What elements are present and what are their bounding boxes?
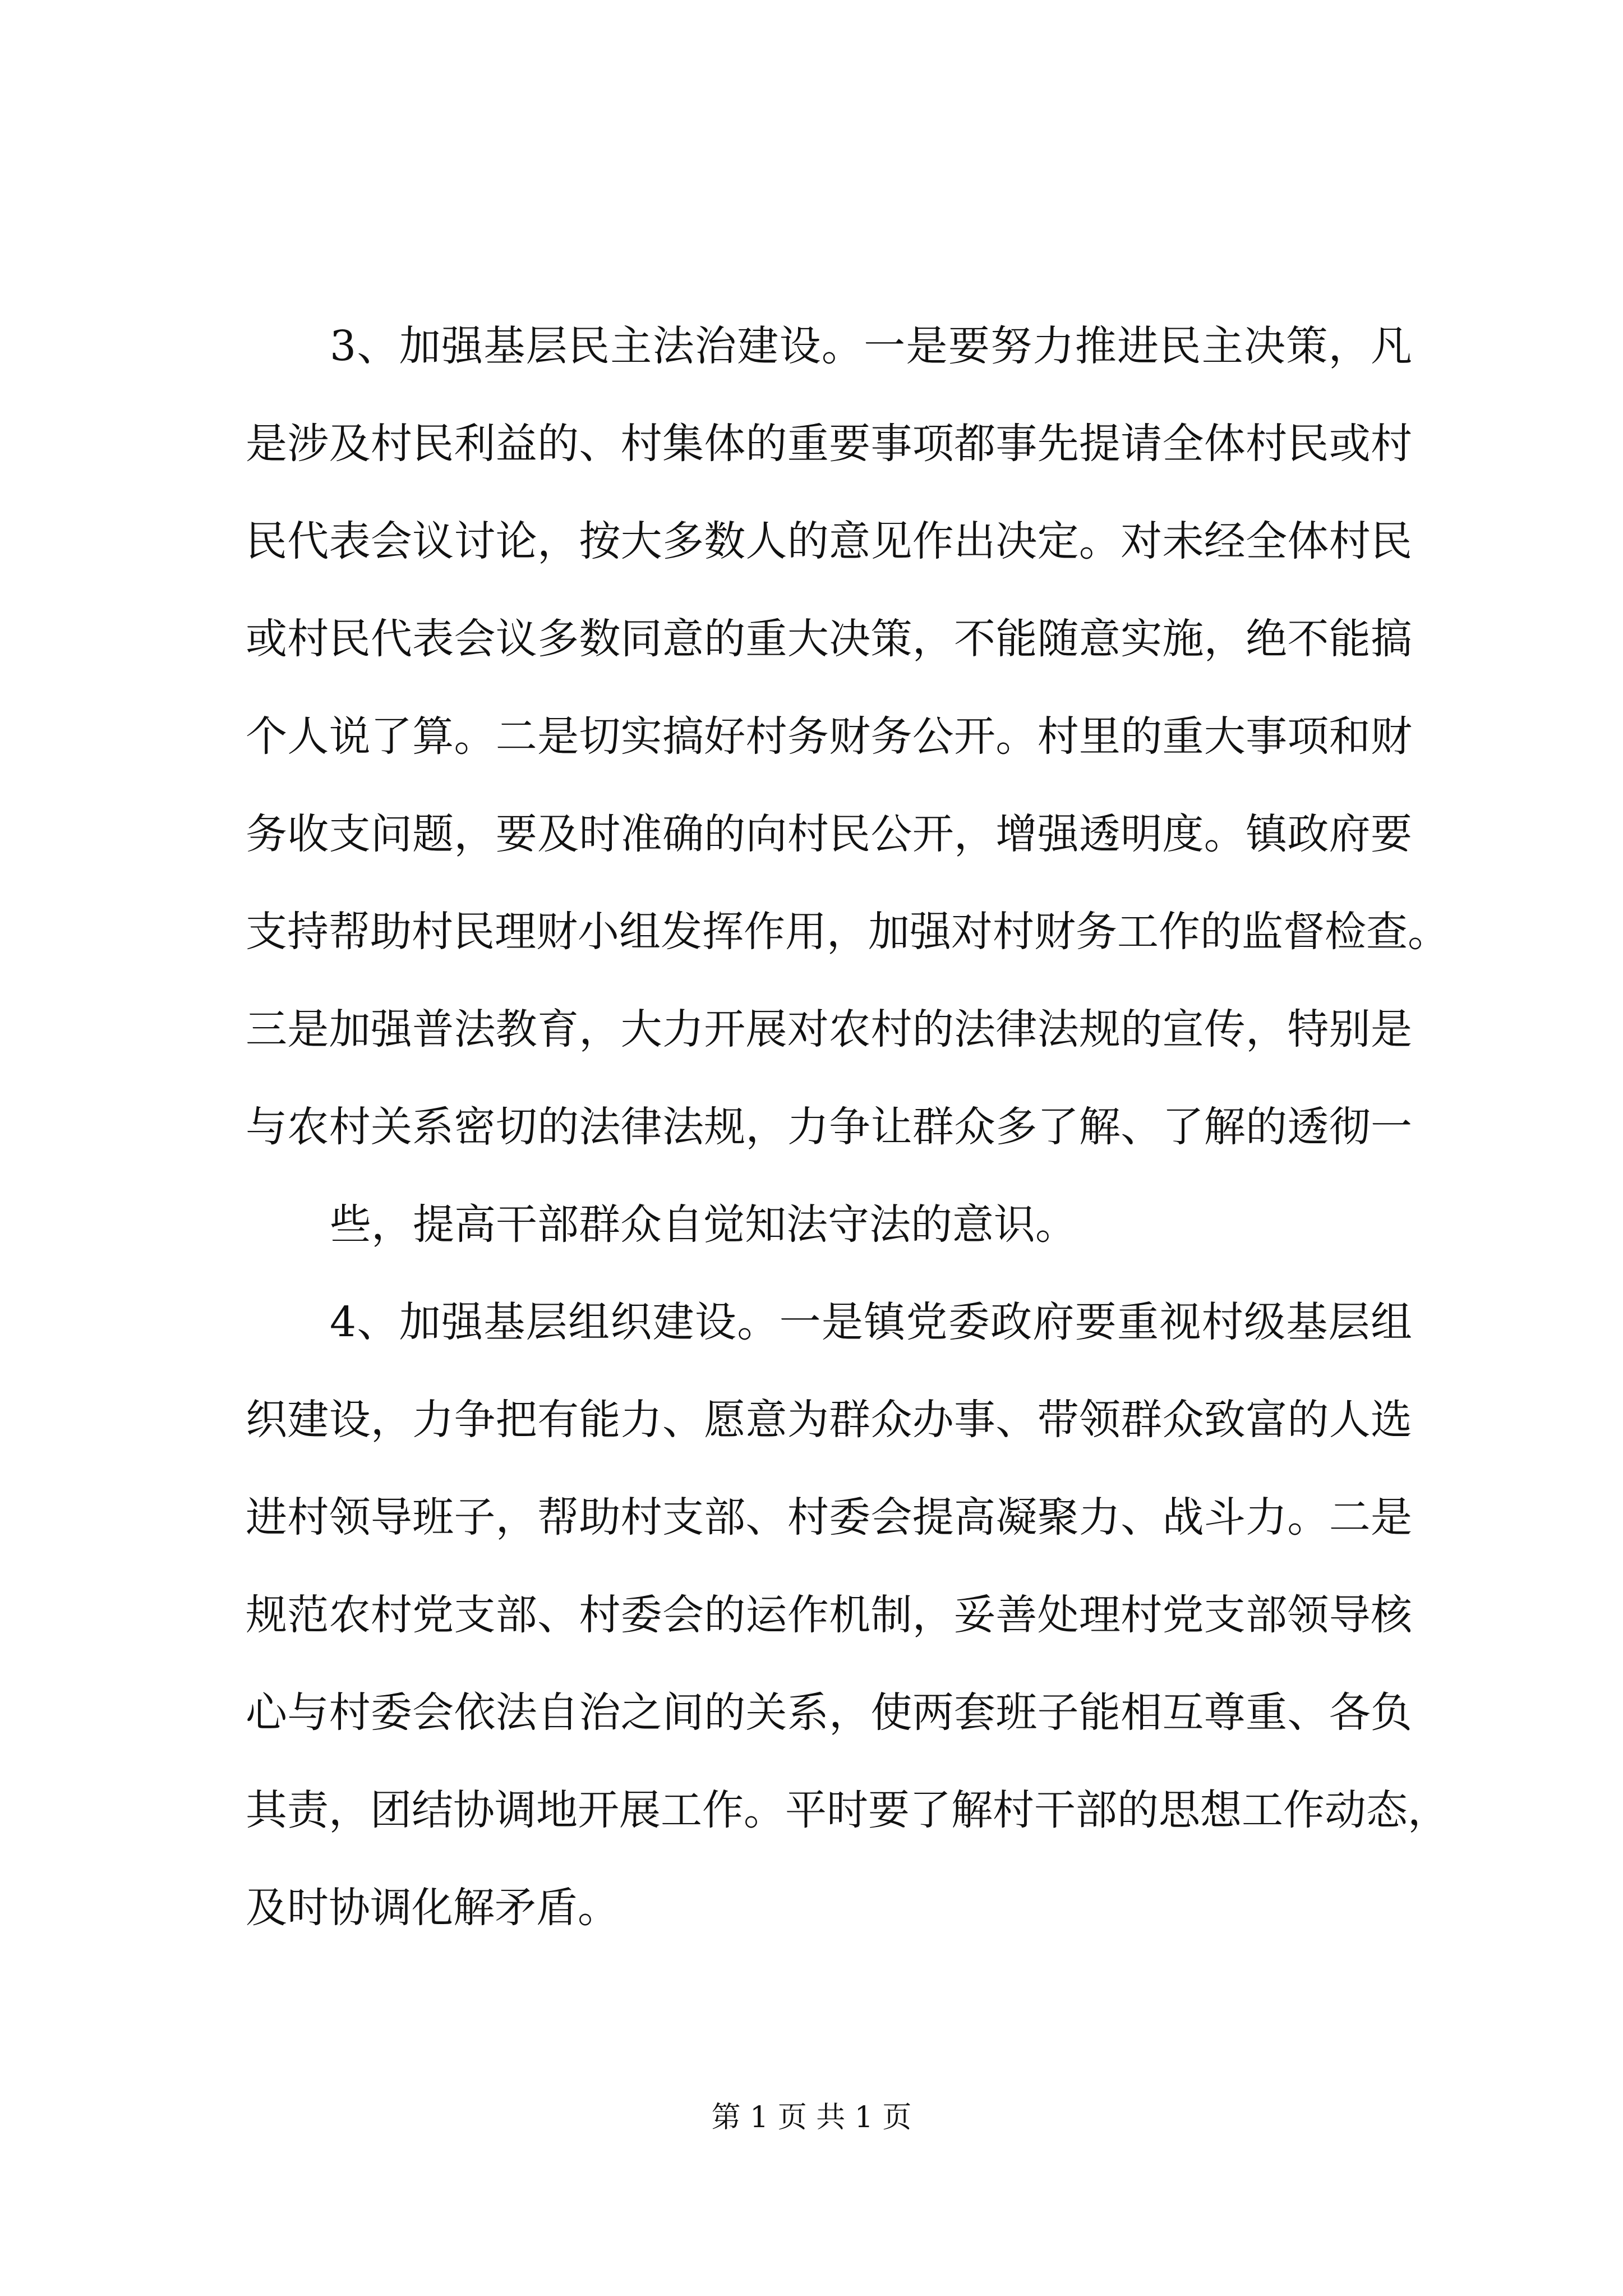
paragraph-2-line-1: 4、加强基层组织建设。一是镇党委政府要重视村级基层组 [330,1298,1412,1346]
paragraph-2-line-6: 其责，团结协调地开展工作。平时要了解村干部的思想工作动态， [246,1786,1449,1834]
page-footer [0,2095,1623,2140]
paragraph-1-line-10: 些，提高干部群众自觉知法守法的意识。 [330,1200,1077,1249]
paragraph-1-line-3: 民代表会议讨论，按大多数人的意见作出决定。对未经全体村民 [246,517,1412,565]
paragraph-1-line-6: 务收支问题，要及时准确的向村民公开，增强透明度。镇政府要 [246,810,1412,858]
paragraph-2-line-3: 进村领导班子，帮助村支部、村委会提高凝聚力、战斗力。二是 [246,1493,1412,1542]
document-body [246,297,1449,1957]
paragraph-1-line-9: 与农村关系密切的法律法规，力争让群众多了解、了解的透彻一 [246,1103,1412,1151]
paragraph-1-line-4: 或村民代表会议多数同意的重大决策，不能随意实施，绝不能搞 [246,615,1412,663]
paragraph-2-line-5: 心与村委会依法自治之间的关系，使两套班子能相互尊重、各负 [246,1688,1412,1737]
paragraph-2-line-2: 织建设，力争把有能力、愿意为群众办事、带领群众致富的人选 [246,1396,1412,1444]
paragraph-1-line-8: 三是加强普法教育，大力开展对农村的法律法规的宣传，特别是 [246,1005,1412,1053]
paragraph-1-line-7: 支持帮助村民理财小组发挥作用，加强对村财务工作的监督检查。 [246,908,1449,956]
paragraph-1-line-1: 3、加强基层民主法治建设。一是要努力推进民主决策，凡 [330,322,1412,370]
paragraph-2-line-4: 规范农村党支部、村委会的运作机制，妥善处理村党支部领导核 [246,1591,1412,1639]
paragraph-2-line-7: 及时协调化解矛盾。 [246,1884,619,1932]
paragraph-1-line-5: 个人说了算。二是切实搞好村务财务公开。村里的重大事项和财 [246,712,1412,761]
paragraph-1-line-2: 是涉及村民利益的、村集体的重要事项都事先提请全体村民或村 [246,420,1412,468]
page-number-label: 第 1 页 共 1 页 [711,2101,912,2134]
